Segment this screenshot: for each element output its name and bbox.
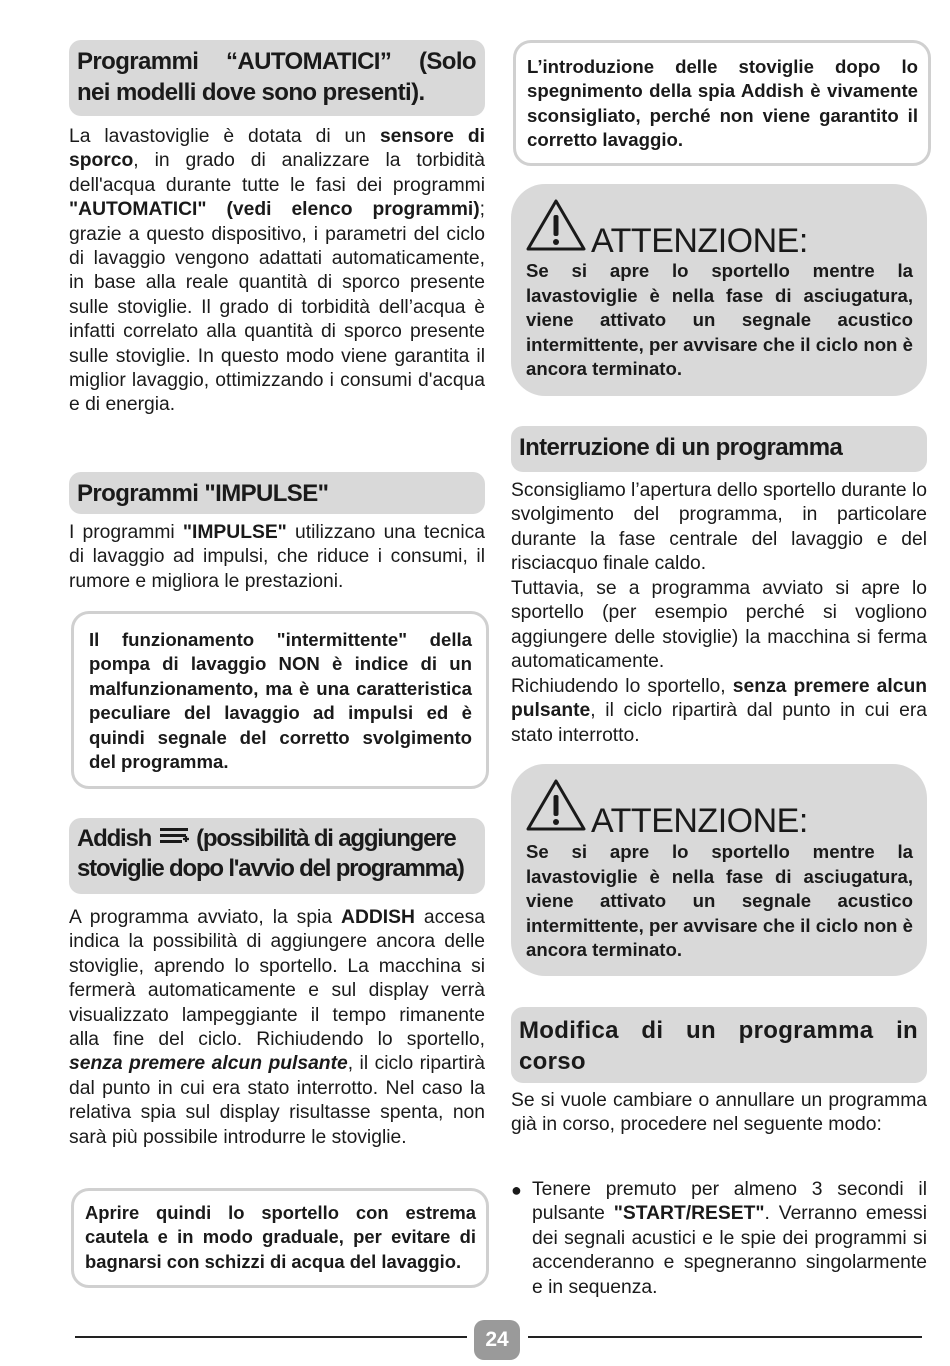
addish-text-a: A programma avviato, la spia xyxy=(69,907,342,928)
modify-bullet-text xyxy=(532,1178,927,1300)
interrupt-paragraph-3 xyxy=(511,675,927,748)
modify-text: Se si vuole cambiare o annullare un programma già in corso, procedere nel seguente modo: xyxy=(511,1090,927,1136)
interrupt-text-3a: Richiudendo lo sportello, xyxy=(511,676,733,697)
heading-addish-rest: (possibilità di aggiungere xyxy=(196,825,456,852)
heading-addish-line1 xyxy=(77,824,477,854)
warning-text-1: Se si apre lo sportello mentre la lavastoviglie è nella fase di asciugatura, viene attivato un segnale acustico intermittente, per avvisare che il ciclo non è ancora terminato. xyxy=(526,260,913,379)
bullet-dot: ● xyxy=(511,1180,522,1200)
heading-automatic-programs xyxy=(69,40,485,116)
interrupt-text-1: Sconsigliamo l’apertura dello sportello durante lo svolgimento del programma, in particolare durante la fase centrale del lavaggio e del risciacquo finale caldo. xyxy=(511,480,927,575)
modify-bullet-text-c: . Verranno emessi dei segnali acustici e le spie dei programmi si accenderanno e spegneranno singolarmente e in sequenza. xyxy=(532,1203,927,1298)
automatic-text-a: La lavastoviglie è dotata di un xyxy=(69,126,380,147)
heading-interrupt-program xyxy=(511,426,927,472)
heading-addish-word: Addish xyxy=(77,825,152,852)
addish-warning-note-box xyxy=(513,40,931,166)
automatic-text-c: , in grado di analizzare la torbidità dell'acqua durante tutte le fasi dei programmi xyxy=(69,150,485,196)
modify-bullet-text-a: Tenere premuto per almeno 3 secondi il pulsante xyxy=(532,1179,927,1225)
warning-title-2: ATTENZIONE: xyxy=(591,802,808,840)
heading-modify-line1: Modifica di un programma in xyxy=(519,1017,918,1044)
interrupt-paragraph-2 xyxy=(511,577,927,675)
impulse-text-c: utilizzano una tecnica di lavaggio ad impulsi, che riduce i consumi, il rumore e migliora le prestazioni. xyxy=(69,522,485,592)
footer-line-right xyxy=(528,1336,922,1338)
modify-bullet-text-b: "START/RESET" xyxy=(613,1203,765,1225)
impulse-text-b: "IMPULSE" xyxy=(182,522,287,543)
heading-impulse-text: Programmi "IMPULSE" xyxy=(77,480,329,507)
warning-title-1: ATTENZIONE: xyxy=(591,222,808,260)
heading-modify-line2: corso xyxy=(519,1048,586,1075)
interrupt-text-3b: senza premere alcun pulsante xyxy=(511,676,927,722)
impulse-text-a: I programmi xyxy=(69,522,183,543)
warning-box-1 xyxy=(511,184,927,396)
heading-interrupt-text: Interruzione di un programma xyxy=(519,434,843,461)
heading-automatic-line1: Programmi “AUTOMATICI” (Solo xyxy=(77,48,476,75)
footer-line-left xyxy=(75,1336,467,1338)
addish-paragraph xyxy=(69,906,485,1150)
warning-text-2: Se si apre lo sportello mentre la lavastoviglie è nella fase di asciugatura, viene attivato un segnale acustico intermittente, per avvisare che il ciclo non è ancora terminato. xyxy=(526,841,913,960)
interrupt-text-2: Tuttavia, se a programma avviato si apre lo sportello (per esempio perché si vogliono aggiungere delle stoviglie) la macchina si ferma automaticamente. xyxy=(511,578,927,673)
heading-modify-program xyxy=(511,1007,927,1083)
addish-text-b: ADDISH xyxy=(341,907,415,928)
heading-addish-line2: stoviglie dopo l'avvio del programma) xyxy=(77,855,464,882)
page-number: 24 xyxy=(474,1320,520,1360)
addish-text-c: accesa indica la possibilità di aggiungere ancora delle stoviglie, aprendo lo sportello. La macchina si fermerà automaticamente e sul display verrà visualizzato lampeggiante il tempo rimanente alla fine del ciclo. Richiudendo lo sportello, xyxy=(69,907,485,1051)
warning-triangle-icon xyxy=(525,198,587,252)
warning-box-2 xyxy=(511,764,927,976)
warning-triangle-icon xyxy=(525,778,587,832)
impulse-note-text: Il funzionamento "intermittente" della pompa di lavaggio NON è indice di un malfunzionamento, ma è una caratteristica peculiare del lavaggio ad impulsi ed è quindi segnale del corretto svolgimento del programma. xyxy=(89,629,472,773)
interrupt-text-3c: , il ciclo ripartirà dal punto in cui era stato interrotto. xyxy=(511,700,927,746)
automatic-paragraph xyxy=(69,125,485,418)
addish-caution-box xyxy=(71,1188,489,1288)
addish-dishes-icon xyxy=(157,825,191,847)
heading-impulse-programs xyxy=(69,472,485,514)
interrupt-paragraph-1 xyxy=(511,479,927,577)
addish-text-e: , il ciclo ripartirà dal punto in cui era stato interrotto. Nel caso la relativa spia sul display risultasse spenta, non sarà più possibile introdurre le stoviglie. xyxy=(69,1053,485,1148)
modify-paragraph xyxy=(511,1089,927,1138)
automatic-text-b: sensore di sporco xyxy=(69,126,485,172)
addish-text-d: senza premere alcun pulsante xyxy=(69,1053,348,1075)
impulse-note-box xyxy=(71,611,489,789)
heading-addish xyxy=(69,818,485,894)
impulse-paragraph xyxy=(69,521,485,594)
addish-caution-text: Aprire quindi lo sportello con estrema cautela e in modo graduale, per evitare di bagnarsi con schizzi di acqua del lavaggio. xyxy=(85,1202,476,1272)
automatic-text-e: ; grazie a questo dispositivo, i parametri del ciclo di lavaggio vengono adattati automaticamente, in base alla reale quantità di sporco presente sulle stoviglie. Il grado di torbidità dell’acqua è infatti correlato alla quantità di sporco presente sulle stoviglie. In questo modo viene garantita il miglior lavaggio, ottimizzando i consumi d'acqua e di energia. xyxy=(69,199,485,416)
heading-automatic-line2: nei modelli dove sono presenti). xyxy=(77,79,425,106)
addish-warning-note-text: L’introduzione delle stoviglie dopo lo spegnimento della spia Addish è vivamente sconsigliato, perché non viene garantito il corretto lavaggio. xyxy=(527,56,918,151)
automatic-text-d: "AUTOMATICI" (vedi elenco programmi) xyxy=(69,199,480,221)
